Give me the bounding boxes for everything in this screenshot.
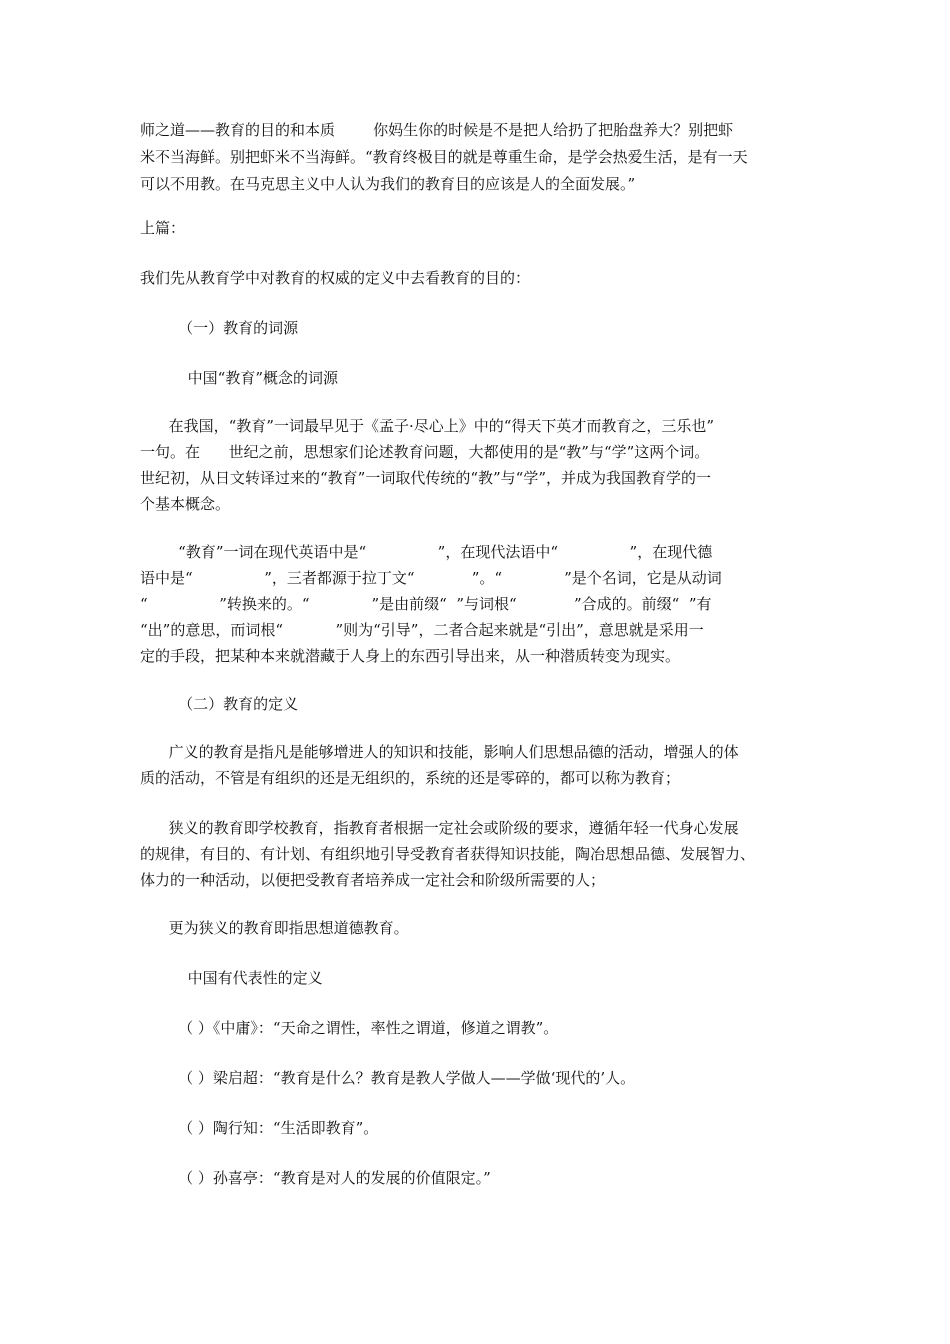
paragraph-line: “ ”转换来的。“ ”是由前缀“ ”与词根“ ”合成的。前缀“ ”有 [140, 595, 712, 613]
paragraph-line: 狭义的教育即学校教育，指教育者根据一定社会或阶级的要求，遵循年轻一代身心发展 [140, 819, 739, 837]
paragraph-line: 个基本概念。 [140, 495, 231, 513]
subheading-definition: （二）教育的定义 [140, 695, 299, 713]
section-heading-part-one: 上篇： [140, 219, 186, 237]
subheading-chinese-etymology: 中国“教育”概念的词源 [140, 369, 339, 387]
subheading-representative-definitions: 中国有代表性的定义 [140, 969, 323, 987]
paragraph-line: 我们先从教育学中对教育的权威的定义中去看教育的目的： [140, 269, 531, 287]
paragraph-line: 广义的教育是指凡是能够增进人的知识和技能，影响人们思想品德的活动，增强人的体 [140, 743, 739, 761]
paragraph-line: “教育”一词在现代英语中是“ ”，在现代法语中“ ”，在现代德 [140, 543, 713, 561]
paragraph-line: 在我国，“教育”一词最早见于《孟子·尽心上》中的“得天下英才而教育之，三乐也” [140, 417, 715, 435]
paragraph-line: 语中是“ ”，三者都源于拉丁文“ ”。“ ”是个名词，它是从动词 [140, 569, 722, 587]
intro-line-3: 可以不用教。在马克思主义中人认为我们的教育目的应该是人的全面发展。” [140, 175, 636, 193]
paragraph-line: 一句。在 世纪之前，思想家们论述教育问题，大都使用的是“教”与“学”这两个词。 [140, 443, 710, 461]
definition-item: （ ）《中庸》：“天命之谓性，率性之谓道，修道之谓教”。 [140, 1019, 559, 1037]
definition-item: （ ）孙喜亭：“教育是对人的发展的价值限定。” [140, 1169, 491, 1187]
definition-item: （ ）陶行知：“生活即教育”。 [140, 1119, 379, 1137]
subheading-etymology: （一）教育的词源 [140, 319, 299, 337]
paragraph-line: 质的活动，不管是有组织的还是无组织的，系统的还是零碎的，都可以称为教育； [140, 769, 681, 787]
definition-item: （ ）梁启超：“教育是什么？教育是教人学做人——学做‘现代的’人。 [140, 1069, 636, 1087]
paragraph-line: 世纪初，从日文转译过来的“教育”一词取代传统的“教”与“学”，并成为我国教育学的一 [140, 469, 712, 487]
paragraph-line: 更为狭义的教育即指思想道德教育。 [140, 919, 409, 937]
intro-line-1: 师之道——教育的目的和本质 你妈生你的时候是不是把人给扔了把胎盘养大？别把虾 [140, 121, 734, 139]
paragraph-line: 的规律，有目的、有计划、有组织地引导受教育者获得知识技能，陶冶思想品德、发展智力、 [140, 845, 756, 863]
paragraph-line: 体力的一种活动，以便把受教育者培养成一定社会和阶级所需要的人； [140, 871, 606, 889]
paragraph-line: 定的手段，把某种本来就潜藏于人身上的东西引导出来，从一种潜质转变为现实。 [140, 647, 681, 665]
intro-line-2: 米不当海鲜。别把虾米不当海鲜。“教育终极目的就是尊重生命，是学会热爱生活，是有一天 [140, 148, 748, 166]
paragraph-line: “出”的意思，而词根“ ”则为“引导”，二者合起来就是“引出”，意思就是采用一 [140, 621, 704, 639]
